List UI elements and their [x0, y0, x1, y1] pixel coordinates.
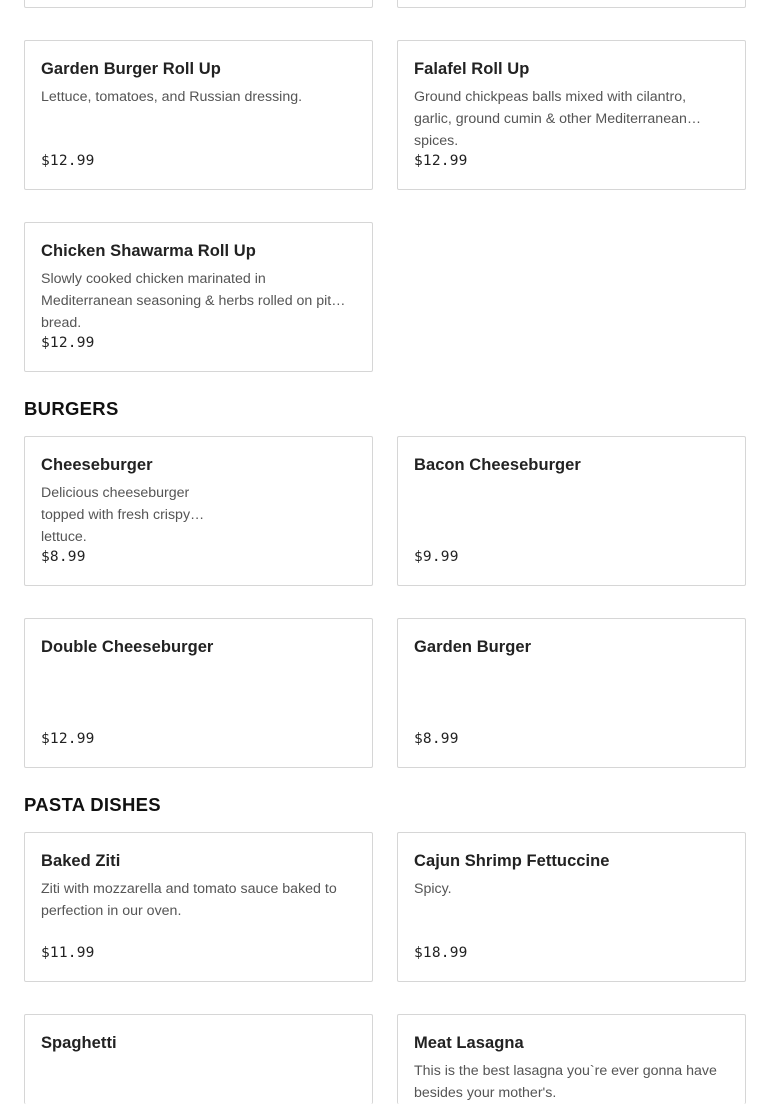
- menu-item-name: Garden Burger Roll Up: [41, 60, 221, 78]
- menu-item-description: Slowly cooked chicken marinated in Mediterranean seasoning & herbs rolled on pita bread.: [41, 271, 340, 331]
- menu-item-price: $18.99: [414, 945, 468, 961]
- menu-item-card[interactable]: [397, 1014, 746, 1104]
- menu-item-card-partial[interactable]: [397, 0, 746, 8]
- menu-item-card[interactable]: [24, 40, 373, 190]
- menu-item-name: Meat Lasagna: [414, 1034, 524, 1052]
- menu-item-card[interactable]: [397, 40, 746, 190]
- menu-item-card-partial[interactable]: [24, 0, 373, 8]
- menu-item-description: Ground chickpeas balls mixed with cilantro, garlic, ground cumin & other Mediterranean spices.: [414, 89, 687, 149]
- menu-item-description: Delicious cheeseburger topped with fresh crispy lettuce.: [41, 485, 191, 545]
- menu-item-description: Ziti with mozzarella and tomato sauce baked to perfection in our oven.: [41, 881, 337, 919]
- menu-item-name: Garden Burger: [414, 638, 532, 656]
- menu-item-price: $12.99: [414, 153, 468, 169]
- menu-item-name: Double Cheeseburger: [41, 638, 214, 656]
- menu-item-price: $12.99: [41, 335, 95, 351]
- menu-item-description: Lettuce, tomatoes, and Russian dressing.: [41, 89, 303, 105]
- section-title-burgers: BURGERS: [24, 398, 119, 419]
- menu-item-card[interactable]: [397, 832, 746, 982]
- menu-item-card[interactable]: [397, 436, 746, 586]
- menu-item-price: $8.99: [41, 549, 86, 565]
- menu-item-description: Spicy.: [414, 881, 452, 897]
- menu-item-name: Baked Ziti: [41, 852, 121, 870]
- menu-item-name: Spaghetti: [41, 1034, 117, 1052]
- menu-item-price: $11.99: [41, 945, 95, 961]
- menu-item-name: Bacon Cheeseburger: [414, 456, 581, 474]
- menu-item-name: Cajun Shrimp Fettuccine: [414, 852, 610, 870]
- menu-item-price: $12.99: [41, 731, 95, 747]
- menu-item-name: Cheeseburger: [41, 456, 153, 474]
- menu-item-name: Falafel Roll Up: [414, 60, 530, 78]
- menu-item-price: $12.99: [41, 153, 95, 169]
- menu-item-price: $9.99: [414, 549, 459, 565]
- menu-item-card[interactable]: [24, 618, 373, 768]
- menu-item-name: Chicken Shawarma Roll Up: [41, 242, 256, 260]
- menu-item-card[interactable]: [397, 618, 746, 768]
- menu-item-card[interactable]: [24, 222, 373, 372]
- menu-item-card[interactable]: [24, 436, 373, 586]
- menu-item-price: $8.99: [414, 731, 459, 747]
- section-title-pasta-dishes: PASTA DISHES: [24, 794, 161, 815]
- menu-item-description: This is the best lasagna you`re ever gonna have besides your mother's.: [414, 1063, 717, 1101]
- menu-item-card[interactable]: [24, 832, 373, 982]
- menu-item-card[interactable]: [24, 1014, 373, 1104]
